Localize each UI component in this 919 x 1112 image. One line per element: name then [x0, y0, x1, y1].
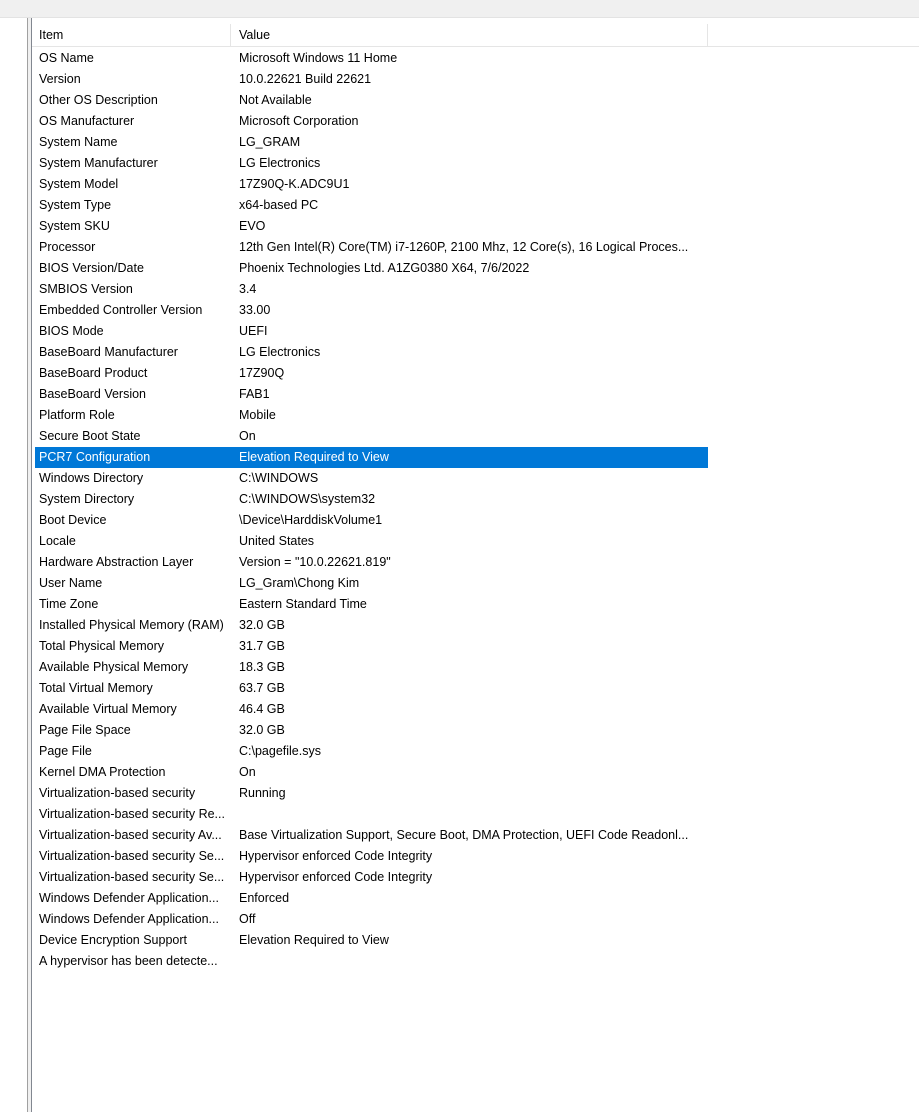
table-row[interactable]	[35, 699, 708, 720]
row-item-cell: Virtualization-based security	[39, 786, 196, 800]
row-value-cell: Version = "10.0.22621.819"	[239, 555, 391, 569]
row-value-cell: On	[239, 429, 256, 443]
row-value-cell: 32.0 GB	[239, 723, 285, 737]
row-item-cell: Available Virtual Memory	[39, 702, 177, 716]
row-value-cell: 18.3 GB	[239, 660, 285, 674]
row-value-cell: UEFI	[239, 324, 268, 338]
table-row[interactable]	[35, 111, 708, 132]
row-value-cell: Mobile	[239, 408, 276, 422]
row-item-cell: System Directory	[39, 492, 135, 506]
row-item-cell: Installed Physical Memory (RAM)	[39, 618, 224, 632]
row-item-cell: Processor	[39, 240, 96, 254]
row-value-cell	[239, 951, 705, 972]
row-value-cell: Microsoft Corporation	[239, 114, 359, 128]
table-row[interactable]	[35, 363, 708, 384]
row-value-cell: 10.0.22621 Build 22621	[239, 72, 372, 86]
row-value-cell: 46.4 GB	[239, 702, 285, 716]
table-row[interactable]	[35, 888, 708, 909]
row-value-cell: 17Z90Q	[239, 366, 285, 380]
row-item-cell: Boot Device	[39, 513, 107, 527]
table-row[interactable]	[35, 783, 708, 804]
row-value-cell: 17Z90Q-K.ADC9U1	[239, 177, 350, 191]
table-row[interactable]	[35, 468, 708, 489]
table-row[interactable]	[35, 153, 708, 174]
row-item-cell: Secure Boot State	[39, 429, 141, 443]
table-row[interactable]	[35, 867, 708, 888]
row-item-cell: Hardware Abstraction Layer	[39, 555, 194, 569]
row-item-cell: Version	[39, 72, 81, 86]
row-item-cell: Windows Directory	[39, 471, 144, 485]
table-row[interactable]	[35, 447, 708, 468]
row-value-cell: Base Virtualization Support, Secure Boot, DMA Protection, UEFI Code Readonl...	[239, 828, 689, 842]
column-header-value[interactable]: Value	[232, 24, 708, 46]
table-row[interactable]	[35, 636, 708, 657]
table-row[interactable]	[35, 825, 708, 846]
row-item-cell: Kernel DMA Protection	[39, 765, 166, 779]
table-row[interactable]	[35, 48, 708, 69]
row-item-cell: System SKU	[39, 219, 110, 233]
row-item-cell: Platform Role	[39, 408, 115, 422]
table-row[interactable]	[35, 741, 708, 762]
row-value-cell: 3.4	[239, 282, 257, 296]
row-item-cell: Locale	[39, 534, 76, 548]
top-divider	[0, 17, 919, 18]
table-row[interactable]	[35, 300, 708, 321]
row-item-cell: BaseBoard Version	[39, 387, 147, 401]
row-item-cell: Page File Space	[39, 723, 131, 737]
table-row[interactable]	[35, 69, 708, 90]
row-item-cell: Virtualization-based security Re...	[39, 807, 225, 821]
table-row[interactable]	[35, 237, 708, 258]
row-item-cell: BIOS Mode	[39, 324, 104, 338]
row-value-cell: C:\WINDOWS	[239, 471, 319, 485]
row-value-cell: On	[239, 765, 256, 779]
row-item-cell: A hypervisor has been detecte...	[39, 954, 218, 968]
row-value-cell: 33.00	[239, 303, 271, 317]
table-row[interactable]	[35, 573, 708, 594]
table-row[interactable]	[35, 678, 708, 699]
table-row[interactable]	[35, 720, 708, 741]
list-header	[32, 24, 919, 47]
row-value-cell: Hypervisor enforced Code Integrity	[239, 870, 433, 884]
table-row[interactable]	[35, 321, 708, 342]
table-row[interactable]	[35, 951, 708, 972]
row-item-cell: Virtualization-based security Av...	[39, 828, 222, 842]
table-row[interactable]	[35, 216, 708, 237]
table-row[interactable]	[35, 342, 708, 363]
row-item-cell: Embedded Controller Version	[39, 303, 203, 317]
table-row[interactable]	[35, 846, 708, 867]
row-value-cell: FAB1	[239, 387, 270, 401]
table-row[interactable]	[35, 132, 708, 153]
row-value-cell: LG_Gram\Chong Kim	[239, 576, 360, 590]
row-item-cell: System Manufacturer	[39, 156, 158, 170]
row-value-cell: Elevation Required to View	[239, 933, 389, 947]
row-item-cell: Available Physical Memory	[39, 660, 189, 674]
row-item-cell: Time Zone	[39, 597, 99, 611]
row-item-cell: OS Name	[39, 51, 94, 65]
row-item-cell: BaseBoard Manufacturer	[39, 345, 178, 359]
row-item-cell: SMBIOS Version	[39, 282, 133, 296]
table-row[interactable]	[35, 384, 708, 405]
table-row[interactable]	[35, 657, 708, 678]
row-item-cell: OS Manufacturer	[39, 114, 135, 128]
row-value-cell: x64-based PC	[239, 198, 319, 212]
row-value-cell: Not Available	[239, 93, 312, 107]
row-value-cell: \Device\HarddiskVolume1	[239, 513, 383, 527]
table-row[interactable]	[35, 804, 708, 825]
row-item-cell: Virtualization-based security Se...	[39, 870, 225, 884]
row-value-cell: Hypervisor enforced Code Integrity	[239, 849, 433, 863]
table-row[interactable]	[35, 258, 708, 279]
row-value-cell: 32.0 GB	[239, 618, 285, 632]
row-item-cell: Virtualization-based security Se...	[39, 849, 225, 863]
table-row[interactable]	[35, 90, 708, 111]
row-value-cell: Off	[239, 912, 256, 926]
row-value-cell: United States	[239, 534, 315, 548]
table-row[interactable]	[35, 552, 708, 573]
row-value-cell: 63.7 GB	[239, 681, 285, 695]
table-row[interactable]	[35, 531, 708, 552]
table-row[interactable]	[35, 615, 708, 636]
system-summary-list[interactable]	[32, 24, 919, 1112]
table-row[interactable]	[35, 174, 708, 195]
row-item-cell: Windows Defender Application...	[39, 891, 219, 905]
row-item-cell: System Name	[39, 135, 118, 149]
row-value-cell: Running	[239, 786, 286, 800]
table-row[interactable]	[35, 426, 708, 447]
table-row[interactable]	[35, 279, 708, 300]
row-value-cell: Microsoft Windows 11 Home	[239, 51, 398, 65]
row-item-cell: BaseBoard Product	[39, 366, 148, 380]
row-value-cell: LG Electronics	[239, 156, 321, 170]
row-value-cell: LG Electronics	[239, 345, 321, 359]
top-toolbar-strip	[0, 0, 919, 18]
row-value-cell: 31.7 GB	[239, 639, 285, 653]
row-item-cell: Page File	[39, 744, 92, 758]
table-row[interactable]	[35, 510, 708, 531]
row-item-cell: PCR7 Configuration	[39, 450, 151, 464]
table-row[interactable]	[35, 930, 708, 951]
row-item-cell: Device Encryption Support	[39, 933, 187, 947]
category-tree-pane[interactable]	[0, 18, 27, 1112]
row-value-cell: 12th Gen Intel(R) Core(TM) i7-1260P, 2100 Mhz, 12 Core(s), 16 Logical Proces...	[239, 240, 689, 254]
table-row[interactable]	[35, 195, 708, 216]
row-item-cell: Total Virtual Memory	[39, 681, 153, 695]
row-item-cell: Windows Defender Application...	[39, 912, 219, 926]
row-value-cell: Eastern Standard Time	[239, 597, 367, 611]
column-header-item[interactable]: Item	[32, 24, 231, 46]
row-item-cell: Other OS Description	[39, 93, 158, 107]
row-item-cell: BIOS Version/Date	[39, 261, 144, 275]
row-value-cell: EVO	[239, 219, 266, 233]
row-value-cell	[239, 804, 705, 825]
row-value-cell: C:\WINDOWS\system32	[239, 492, 376, 506]
row-item-cell: Total Physical Memory	[39, 639, 165, 653]
table-row[interactable]	[35, 762, 708, 783]
row-item-cell: System Model	[39, 177, 119, 191]
row-value-cell: Enforced	[239, 891, 290, 905]
row-item-cell: User Name	[39, 576, 103, 590]
row-item-cell: System Type	[39, 198, 112, 212]
row-value-cell: Phoenix Technologies Ltd. A1ZG0380 X64, 7/6/2022	[239, 261, 530, 275]
row-value-cell: C:\pagefile.sys	[239, 744, 321, 758]
table-row[interactable]	[35, 594, 708, 615]
table-row[interactable]	[35, 909, 708, 930]
table-row[interactable]	[35, 405, 708, 426]
row-value-cell: LG_GRAM	[239, 135, 301, 149]
row-value-cell: Elevation Required to View	[239, 450, 389, 464]
table-row[interactable]	[35, 489, 708, 510]
